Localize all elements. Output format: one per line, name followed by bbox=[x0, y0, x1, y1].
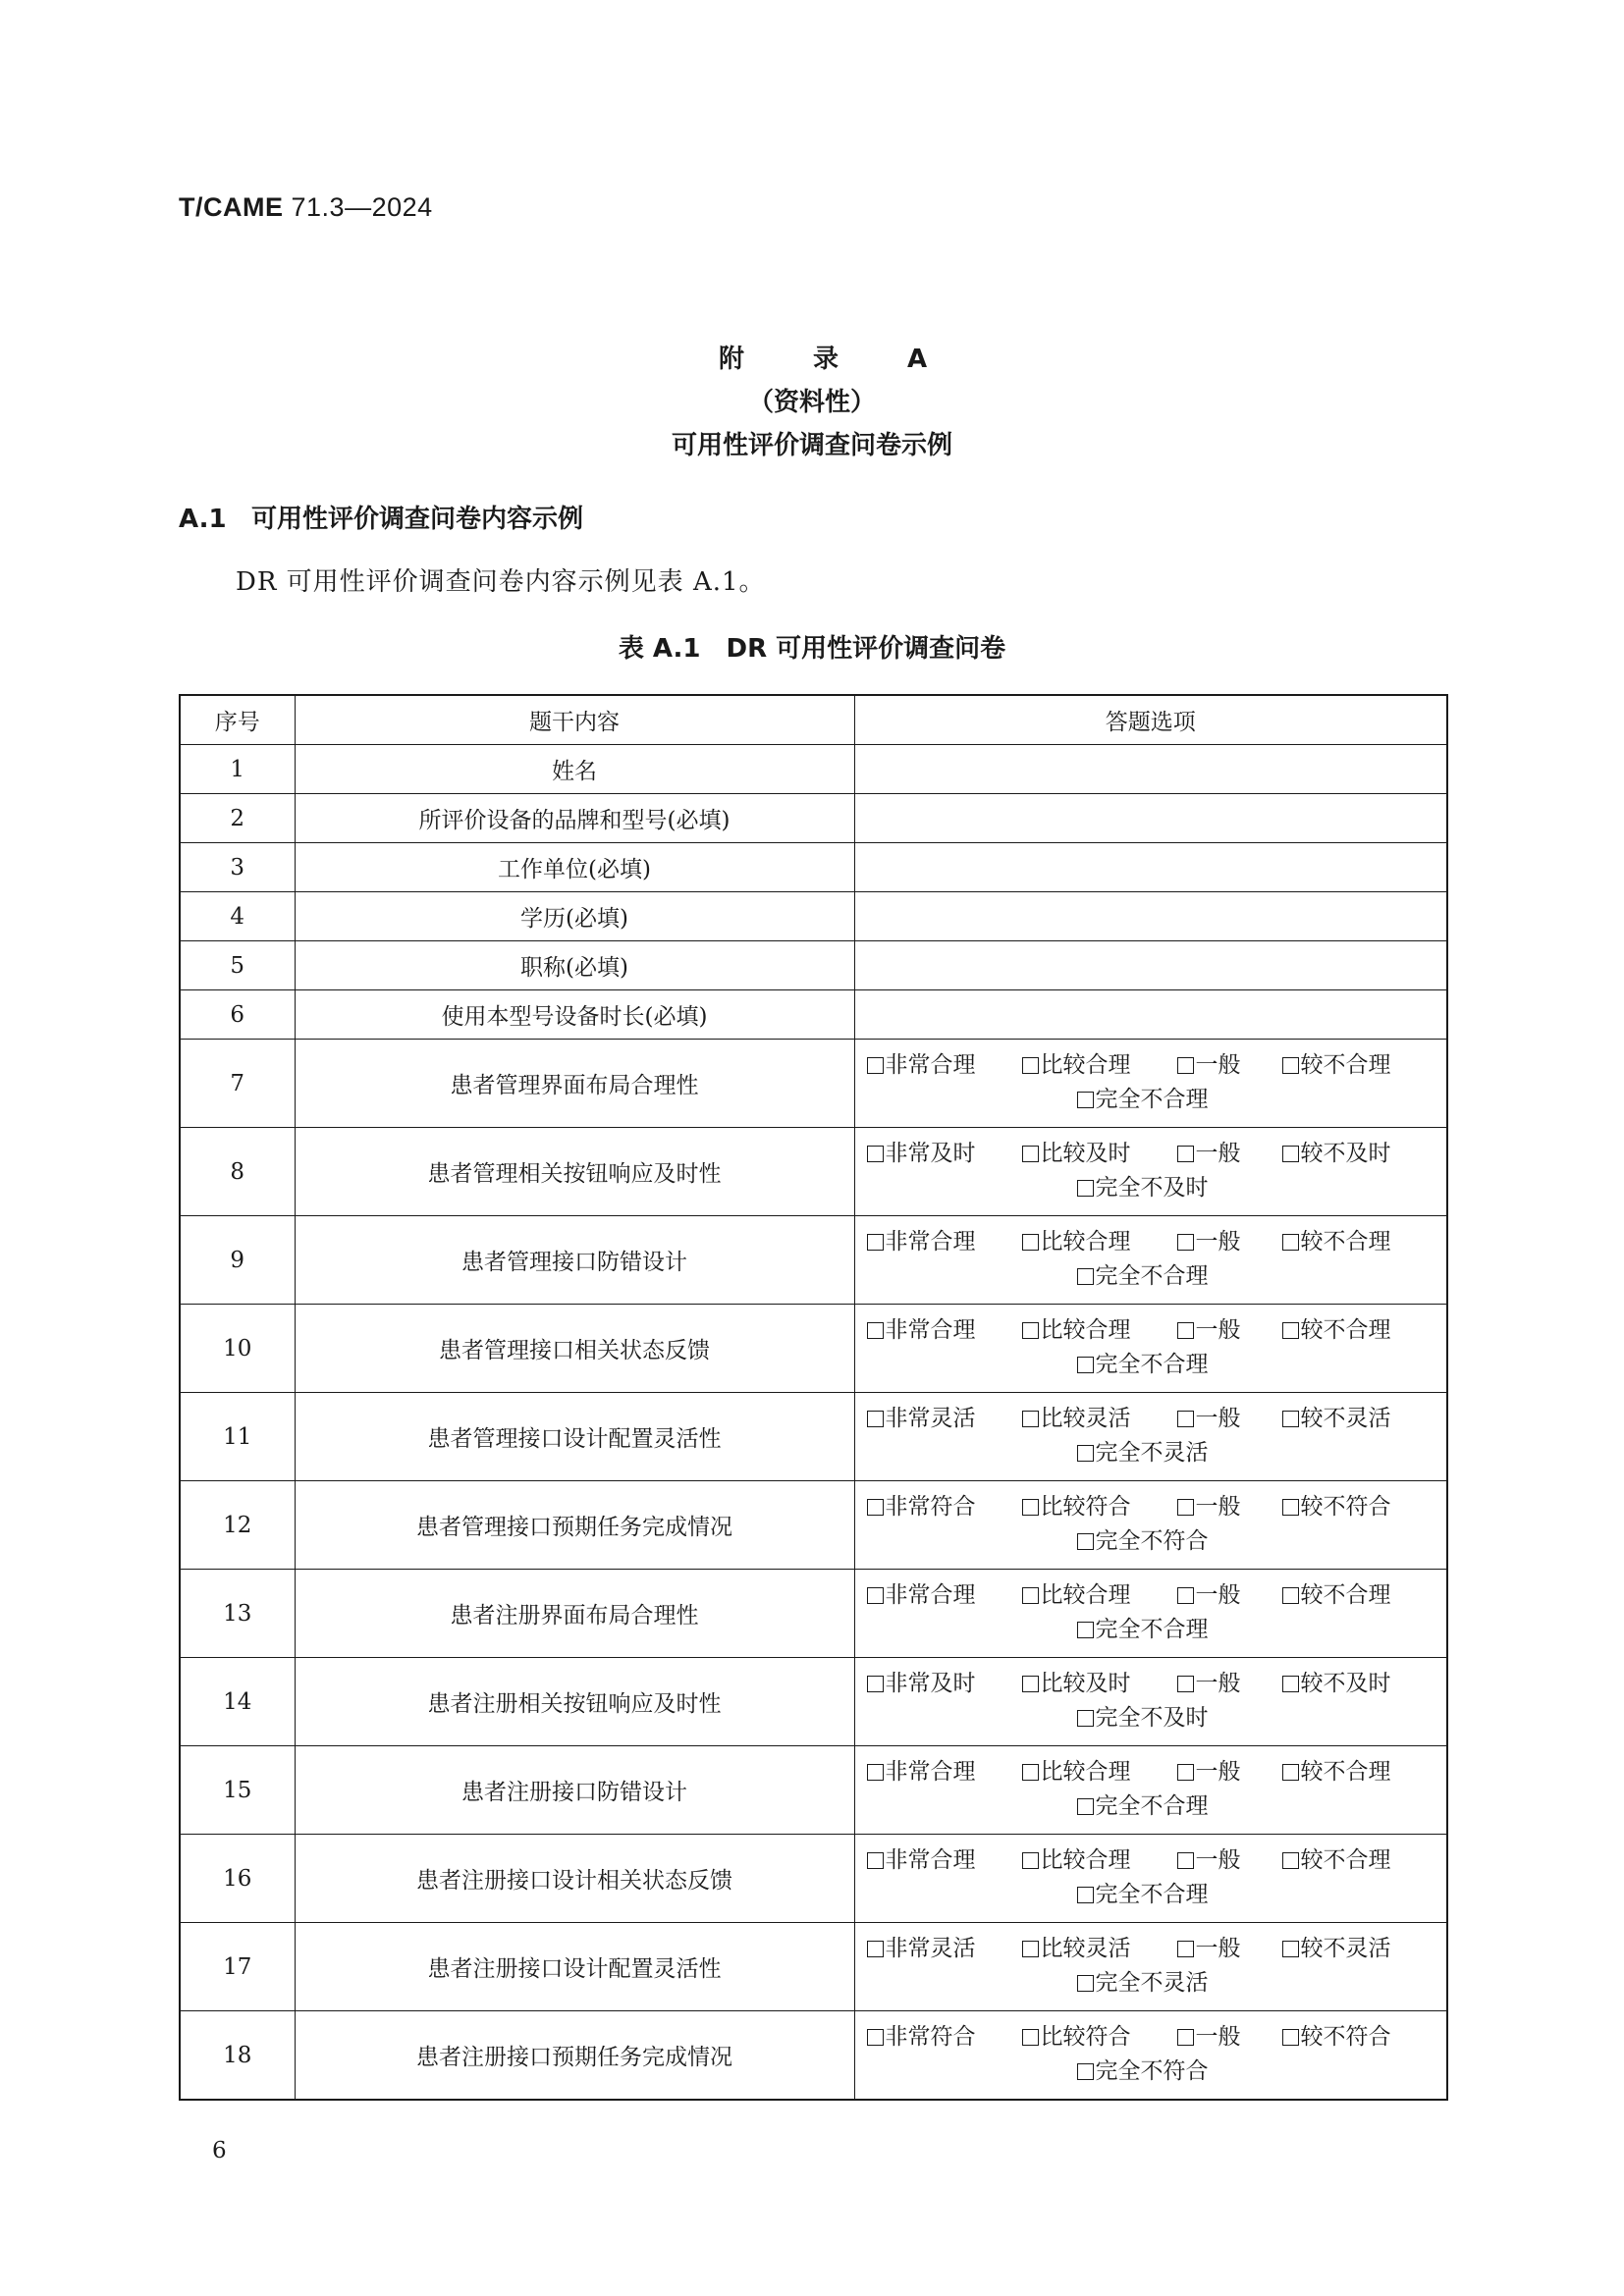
row-question: 患者管理接口预期任务完成情况 bbox=[295, 1481, 854, 1570]
answer-option[interactable] bbox=[1177, 1223, 1282, 1255]
row-number: 16 bbox=[180, 1835, 295, 1923]
row-answer-options[interactable] bbox=[854, 2011, 1447, 2101]
checkbox-icon[interactable] bbox=[1077, 1533, 1094, 1550]
table-row bbox=[180, 1393, 1447, 1481]
table-row bbox=[180, 794, 1447, 843]
answer-option[interactable] bbox=[1077, 1788, 1209, 1820]
row-question: 患者注册接口设计配置灵活性 bbox=[295, 1923, 854, 2011]
row-question: 学历(必填) bbox=[295, 892, 854, 941]
answer-option[interactable] bbox=[1022, 1135, 1177, 1167]
checkbox-icon[interactable] bbox=[1282, 1057, 1299, 1074]
row-answer-options[interactable] bbox=[854, 1305, 1447, 1393]
answer-option-label: 一般 bbox=[1195, 1581, 1241, 1608]
checkbox-icon[interactable] bbox=[1077, 1887, 1094, 1903]
answer-option[interactable] bbox=[867, 1930, 1022, 1962]
table-caption bbox=[0, 628, 1624, 665]
row-number: 17 bbox=[180, 1923, 295, 2011]
answer-option[interactable] bbox=[1022, 1930, 1177, 1962]
checkbox-icon[interactable] bbox=[867, 1057, 884, 1074]
answer-option[interactable] bbox=[1177, 2018, 1282, 2051]
checkbox-icon[interactable] bbox=[1177, 1764, 1194, 1781]
row-question: 职称(必填) bbox=[295, 941, 854, 990]
answer-option[interactable] bbox=[1282, 1311, 1391, 1344]
answer-option[interactable] bbox=[867, 2018, 1022, 2051]
answer-option-label: 一般 bbox=[1195, 2023, 1241, 2050]
appendix-title: 附 录 A bbox=[718, 345, 949, 374]
answer-option-label: 较不合理 bbox=[1300, 1581, 1391, 1608]
row-answer-options bbox=[854, 941, 1447, 990]
checkbox-icon[interactable] bbox=[1177, 1146, 1194, 1162]
answer-option-label: 非常灵活 bbox=[885, 1405, 976, 1431]
row-answer-options[interactable] bbox=[854, 1216, 1447, 1305]
checkbox-icon[interactable] bbox=[1282, 1941, 1299, 1957]
answer-option-label: 非常符合 bbox=[885, 2023, 976, 2050]
answer-option-label: 较不符合 bbox=[1300, 2023, 1391, 2050]
answer-option[interactable] bbox=[1177, 1930, 1282, 1962]
answer-option-label: 完全不符合 bbox=[1095, 1527, 1209, 1554]
answer-option[interactable] bbox=[1077, 1876, 1209, 1908]
answer-option-label: 较不合理 bbox=[1300, 1051, 1391, 1078]
header-question: 题干内容 bbox=[295, 695, 854, 745]
answer-option-label: 较不合理 bbox=[1300, 1228, 1391, 1255]
answer-option[interactable] bbox=[1022, 1488, 1177, 1521]
answer-option-label: 一般 bbox=[1195, 1140, 1241, 1166]
checkbox-icon[interactable] bbox=[867, 2029, 884, 2046]
answer-option-label: 一般 bbox=[1195, 1670, 1241, 1696]
answer-option-label: 完全不合理 bbox=[1095, 1351, 1209, 1377]
row-number: 14 bbox=[180, 1658, 295, 1746]
answer-option-label: 比较符合 bbox=[1040, 2023, 1131, 2050]
answer-option-label: 一般 bbox=[1195, 1935, 1241, 1961]
answer-option[interactable] bbox=[1282, 1223, 1391, 1255]
checkbox-icon[interactable] bbox=[1022, 1852, 1039, 1869]
table-row bbox=[180, 1746, 1447, 1835]
checkbox-icon[interactable] bbox=[867, 1676, 884, 1692]
answer-option-label: 完全不合理 bbox=[1095, 1792, 1209, 1819]
row-answer-options[interactable] bbox=[854, 1923, 1447, 2011]
checkbox-icon[interactable] bbox=[1282, 1499, 1299, 1516]
answer-option-label: 较不符合 bbox=[1300, 1493, 1391, 1520]
checkbox-icon[interactable] bbox=[1077, 1975, 1094, 1992]
answer-option[interactable] bbox=[1282, 1046, 1391, 1079]
row-answer-options[interactable] bbox=[854, 1128, 1447, 1216]
answer-option[interactable] bbox=[1177, 1665, 1282, 1697]
checkbox-icon[interactable] bbox=[867, 1234, 884, 1251]
checkbox-icon[interactable] bbox=[1077, 1622, 1094, 1638]
section-number: A.1 bbox=[179, 505, 227, 534]
row-answer-options[interactable] bbox=[854, 1746, 1447, 1835]
table-header-row bbox=[180, 695, 1447, 745]
survey-table bbox=[179, 694, 1448, 2101]
checkbox-icon[interactable] bbox=[1177, 2029, 1194, 2046]
answer-option[interactable] bbox=[867, 1576, 1022, 1609]
row-question: 患者注册接口设计相关状态反馈 bbox=[295, 1835, 854, 1923]
row-question: 患者注册相关按钮响应及时性 bbox=[295, 1658, 854, 1746]
table-row bbox=[180, 941, 1447, 990]
row-question: 患者管理接口防错设计 bbox=[295, 1216, 854, 1305]
checkbox-icon[interactable] bbox=[1022, 1322, 1039, 1339]
row-answer-options[interactable] bbox=[854, 1393, 1447, 1481]
answer-option[interactable] bbox=[867, 1223, 1022, 1255]
row-question: 所评价设备的品牌和型号(必填) bbox=[295, 794, 854, 843]
row-question: 患者注册界面布局合理性 bbox=[295, 1570, 854, 1658]
answer-option-label: 较不灵活 bbox=[1300, 1935, 1391, 1961]
org-code: T/CAME bbox=[179, 192, 284, 222]
answer-option[interactable] bbox=[1022, 1842, 1177, 1874]
row-answer-options[interactable] bbox=[854, 1570, 1447, 1658]
answer-option[interactable] bbox=[1077, 1434, 1209, 1467]
answer-option-label: 一般 bbox=[1195, 1228, 1241, 1255]
row-number: 7 bbox=[180, 1040, 295, 1128]
answer-option-label: 完全不灵活 bbox=[1095, 1439, 1209, 1466]
answer-option[interactable] bbox=[1282, 1488, 1391, 1521]
checkbox-icon[interactable] bbox=[867, 1852, 884, 1869]
checkbox-icon[interactable] bbox=[1022, 1676, 1039, 1692]
answer-option-label: 较不合理 bbox=[1300, 1316, 1391, 1343]
table-row bbox=[180, 1305, 1447, 1393]
checkbox-icon[interactable] bbox=[1022, 1057, 1039, 1074]
checkbox-icon[interactable] bbox=[1077, 1092, 1094, 1108]
table-caption-number: 表 A.1 bbox=[618, 634, 701, 664]
table-row bbox=[180, 1923, 1447, 2011]
answer-option-label: 较不及时 bbox=[1300, 1670, 1391, 1696]
answer-option-label: 完全不灵活 bbox=[1095, 1969, 1209, 1996]
row-question: 患者管理接口设计配置灵活性 bbox=[295, 1393, 854, 1481]
answer-option[interactable] bbox=[867, 1311, 1022, 1344]
table-row bbox=[180, 1835, 1447, 1923]
checkbox-icon[interactable] bbox=[867, 1146, 884, 1162]
checkbox-icon[interactable] bbox=[1282, 1411, 1299, 1427]
table-caption-title: DR 可用性评价调查问卷 bbox=[726, 634, 1006, 664]
answer-option[interactable] bbox=[1282, 1665, 1391, 1697]
checkbox-icon[interactable] bbox=[1022, 1587, 1039, 1604]
answer-option[interactable] bbox=[1022, 1665, 1177, 1697]
answer-option-label: 非常合理 bbox=[885, 1316, 976, 1343]
answer-option-label: 比较符合 bbox=[1040, 1493, 1131, 1520]
row-number: 9 bbox=[180, 1216, 295, 1305]
answer-option-label: 较不合理 bbox=[1300, 1846, 1391, 1873]
answer-option[interactable] bbox=[1282, 1400, 1391, 1432]
answer-option[interactable] bbox=[1282, 1135, 1391, 1167]
answer-option-label: 一般 bbox=[1195, 1405, 1241, 1431]
table-row bbox=[180, 892, 1447, 941]
checkbox-icon[interactable] bbox=[867, 1941, 884, 1957]
answer-option[interactable] bbox=[1022, 1400, 1177, 1432]
row-answer-options bbox=[854, 794, 1447, 843]
answer-option[interactable] bbox=[1177, 1311, 1282, 1344]
checkbox-icon[interactable] bbox=[867, 1411, 884, 1427]
answer-option-label: 比较合理 bbox=[1040, 1051, 1131, 1078]
checkbox-icon[interactable] bbox=[1282, 1852, 1299, 1869]
answer-option[interactable] bbox=[1077, 1522, 1209, 1555]
row-question: 姓名 bbox=[295, 745, 854, 794]
answer-option[interactable] bbox=[867, 1488, 1022, 1521]
answer-option-label: 比较合理 bbox=[1040, 1758, 1131, 1785]
row-number: 10 bbox=[180, 1305, 295, 1393]
answer-option[interactable] bbox=[1022, 1311, 1177, 1344]
answer-option-label: 比较灵活 bbox=[1040, 1405, 1131, 1431]
answer-option-label: 完全不符合 bbox=[1095, 2057, 1209, 2084]
answer-option-label: 非常及时 bbox=[885, 1140, 976, 1166]
checkbox-icon[interactable] bbox=[1282, 1322, 1299, 1339]
checkbox-icon[interactable] bbox=[1282, 1676, 1299, 1692]
answer-option-label: 一般 bbox=[1195, 1493, 1241, 1520]
answer-option-label: 非常合理 bbox=[885, 1051, 976, 1078]
row-question: 患者管理相关按钮响应及时性 bbox=[295, 1128, 854, 1216]
checkbox-icon[interactable] bbox=[1022, 1146, 1039, 1162]
answer-option[interactable] bbox=[1077, 2053, 1209, 2085]
row-answer-options bbox=[854, 892, 1447, 941]
table-row bbox=[180, 990, 1447, 1040]
table-row bbox=[180, 1481, 1447, 1570]
row-number: 8 bbox=[180, 1128, 295, 1216]
row-answer-options bbox=[854, 745, 1447, 794]
answer-option[interactable] bbox=[867, 1400, 1022, 1432]
answer-option-label: 一般 bbox=[1195, 1846, 1241, 1873]
checkbox-icon[interactable] bbox=[1282, 1764, 1299, 1781]
row-number: 4 bbox=[180, 892, 295, 941]
section-title: 可用性评价调查问卷内容示例 bbox=[251, 505, 584, 534]
checkbox-icon[interactable] bbox=[1177, 1411, 1194, 1427]
answer-option[interactable] bbox=[1022, 1753, 1177, 1786]
answer-option[interactable] bbox=[1077, 1081, 1209, 1113]
answer-option-label: 非常合理 bbox=[885, 1758, 976, 1785]
checkbox-icon[interactable] bbox=[1022, 1411, 1039, 1427]
answer-option-label: 非常灵活 bbox=[885, 1935, 976, 1961]
answer-option[interactable] bbox=[1177, 1576, 1282, 1609]
answer-option-label: 完全不合理 bbox=[1095, 1262, 1209, 1289]
answer-option-label: 完全不合理 bbox=[1095, 1881, 1209, 1907]
row-number: 18 bbox=[180, 2011, 295, 2101]
row-question: 患者注册接口预期任务完成情况 bbox=[295, 2011, 854, 2101]
table-row bbox=[180, 2011, 1447, 2101]
checkbox-icon[interactable] bbox=[867, 1499, 884, 1516]
answer-option[interactable] bbox=[1077, 1346, 1209, 1378]
row-number: 3 bbox=[180, 843, 295, 892]
answer-option-label: 较不合理 bbox=[1300, 1758, 1391, 1785]
row-number: 6 bbox=[180, 990, 295, 1040]
answer-option[interactable] bbox=[1282, 1930, 1391, 1962]
row-answer-options bbox=[854, 990, 1447, 1040]
answer-option-label: 比较及时 bbox=[1040, 1140, 1131, 1166]
checkbox-icon[interactable] bbox=[1077, 1445, 1094, 1462]
answer-option[interactable] bbox=[1077, 1699, 1209, 1732]
checkbox-icon[interactable] bbox=[1177, 1587, 1194, 1604]
answer-option[interactable] bbox=[867, 1753, 1022, 1786]
checkbox-icon[interactable] bbox=[1282, 1146, 1299, 1162]
answer-option-label: 一般 bbox=[1195, 1051, 1241, 1078]
answer-option-label: 非常合理 bbox=[885, 1846, 976, 1873]
checkbox-icon[interactable] bbox=[867, 1322, 884, 1339]
row-question: 使用本型号设备时长(必填) bbox=[295, 990, 854, 1040]
answer-option-label: 比较合理 bbox=[1040, 1316, 1131, 1343]
answer-option-label: 比较灵活 bbox=[1040, 1935, 1131, 1961]
checkbox-icon[interactable] bbox=[1177, 1941, 1194, 1957]
checkbox-icon[interactable] bbox=[1177, 1057, 1194, 1074]
row-number: 15 bbox=[180, 1746, 295, 1835]
row-number: 5 bbox=[180, 941, 295, 990]
checkbox-icon[interactable] bbox=[1022, 1941, 1039, 1957]
answer-option[interactable] bbox=[867, 1135, 1022, 1167]
answer-option[interactable] bbox=[1077, 1611, 1209, 1643]
document-code bbox=[179, 192, 433, 223]
answer-option-label: 非常合理 bbox=[885, 1228, 976, 1255]
answer-option[interactable] bbox=[1077, 1257, 1209, 1290]
answer-option-label: 完全不及时 bbox=[1095, 1174, 1209, 1201]
checkbox-icon[interactable] bbox=[1282, 1234, 1299, 1251]
table-row bbox=[180, 1570, 1447, 1658]
answer-option[interactable] bbox=[1282, 1576, 1391, 1609]
answer-option[interactable] bbox=[1077, 1964, 1209, 1997]
answer-option[interactable] bbox=[1177, 1400, 1282, 1432]
checkbox-icon[interactable] bbox=[1282, 2029, 1299, 2046]
answer-option-label: 较不灵活 bbox=[1300, 1405, 1391, 1431]
header-number: 序号 bbox=[180, 695, 295, 745]
checkbox-icon[interactable] bbox=[1177, 1676, 1194, 1692]
answer-option[interactable] bbox=[1282, 2018, 1391, 2051]
answer-option-label: 比较合理 bbox=[1040, 1846, 1131, 1873]
answer-option[interactable] bbox=[1177, 1488, 1282, 1521]
answer-option-label: 非常符合 bbox=[885, 1493, 976, 1520]
answer-option[interactable] bbox=[1177, 1046, 1282, 1079]
appendix-type: （资料性） bbox=[747, 388, 876, 417]
body-paragraph: DR 可用性评价调查问卷内容示例见表 A.1。 bbox=[236, 567, 766, 597]
answer-option-label: 比较合理 bbox=[1040, 1581, 1131, 1608]
answer-option-label: 一般 bbox=[1195, 1758, 1241, 1785]
row-answer-options[interactable] bbox=[854, 1481, 1447, 1570]
row-answer-options[interactable] bbox=[854, 1835, 1447, 1923]
row-question: 患者注册接口防错设计 bbox=[295, 1746, 854, 1835]
answer-option[interactable] bbox=[867, 1046, 1022, 1079]
answer-option-label: 非常及时 bbox=[885, 1670, 976, 1696]
answer-option[interactable] bbox=[1177, 1135, 1282, 1167]
table-row bbox=[180, 745, 1447, 794]
answer-option[interactable] bbox=[1022, 1046, 1177, 1079]
table-row bbox=[180, 1658, 1447, 1746]
row-answer-options[interactable] bbox=[854, 1658, 1447, 1746]
row-question: 患者管理接口相关状态反馈 bbox=[295, 1305, 854, 1393]
checkbox-icon[interactable] bbox=[1077, 1268, 1094, 1285]
row-answer-options[interactable] bbox=[854, 1040, 1447, 1128]
checkbox-icon[interactable] bbox=[1177, 1852, 1194, 1869]
answer-option[interactable] bbox=[1177, 1842, 1282, 1874]
header-options: 答题选项 bbox=[854, 695, 1447, 745]
checkbox-icon[interactable] bbox=[1282, 1587, 1299, 1604]
answer-option[interactable] bbox=[1077, 1169, 1209, 1201]
answer-option-label: 非常合理 bbox=[885, 1581, 976, 1608]
table-row bbox=[180, 1216, 1447, 1305]
answer-option[interactable] bbox=[1177, 1753, 1282, 1786]
row-question: 工作单位(必填) bbox=[295, 843, 854, 892]
checkbox-icon[interactable] bbox=[1022, 1234, 1039, 1251]
answer-option-label: 完全不合理 bbox=[1095, 1616, 1209, 1642]
checkbox-icon[interactable] bbox=[1077, 1710, 1094, 1727]
row-question: 患者管理界面布局合理性 bbox=[295, 1040, 854, 1128]
row-number: 13 bbox=[180, 1570, 295, 1658]
answer-option[interactable] bbox=[867, 1665, 1022, 1697]
checkbox-icon[interactable] bbox=[1077, 1357, 1094, 1373]
table-row bbox=[180, 1128, 1447, 1216]
table-row bbox=[180, 843, 1447, 892]
row-number: 1 bbox=[180, 745, 295, 794]
checkbox-icon[interactable] bbox=[1077, 1180, 1094, 1197]
answer-option-label: 完全不及时 bbox=[1095, 1704, 1209, 1731]
answer-option-label: 完全不合理 bbox=[1095, 1086, 1209, 1112]
table-row bbox=[180, 1040, 1447, 1128]
answer-option[interactable] bbox=[1022, 1576, 1177, 1609]
answer-option-label: 较不及时 bbox=[1300, 1140, 1391, 1166]
checkbox-icon[interactable] bbox=[867, 1764, 884, 1781]
checkbox-icon[interactable] bbox=[1022, 1499, 1039, 1516]
row-number: 2 bbox=[180, 794, 295, 843]
checkbox-icon[interactable] bbox=[1022, 1764, 1039, 1781]
answer-option-label: 一般 bbox=[1195, 1316, 1241, 1343]
checkbox-icon[interactable] bbox=[1077, 2063, 1094, 2080]
answer-option[interactable] bbox=[1282, 1753, 1391, 1786]
row-number: 11 bbox=[180, 1393, 295, 1481]
row-number: 12 bbox=[180, 1481, 295, 1570]
appendix-name: 可用性评价调查问卷示例 bbox=[671, 431, 952, 460]
answer-option[interactable] bbox=[1022, 2018, 1177, 2051]
checkbox-icon[interactable] bbox=[1177, 1499, 1194, 1516]
section-heading bbox=[179, 499, 583, 535]
answer-option-label: 比较合理 bbox=[1040, 1228, 1131, 1255]
doc-number: 71.3—2024 bbox=[291, 192, 433, 222]
answer-option-label: 比较及时 bbox=[1040, 1670, 1131, 1696]
checkbox-icon[interactable] bbox=[1177, 1234, 1194, 1251]
checkbox-icon[interactable] bbox=[1177, 1322, 1194, 1339]
row-answer-options bbox=[854, 843, 1447, 892]
page-number: 6 bbox=[212, 2138, 227, 2163]
answer-option[interactable] bbox=[867, 1842, 1022, 1874]
checkbox-icon[interactable] bbox=[1077, 1798, 1094, 1815]
checkbox-icon[interactable] bbox=[867, 1587, 884, 1604]
answer-option[interactable] bbox=[1282, 1842, 1391, 1874]
answer-option[interactable] bbox=[1022, 1223, 1177, 1255]
checkbox-icon[interactable] bbox=[1022, 2029, 1039, 2046]
